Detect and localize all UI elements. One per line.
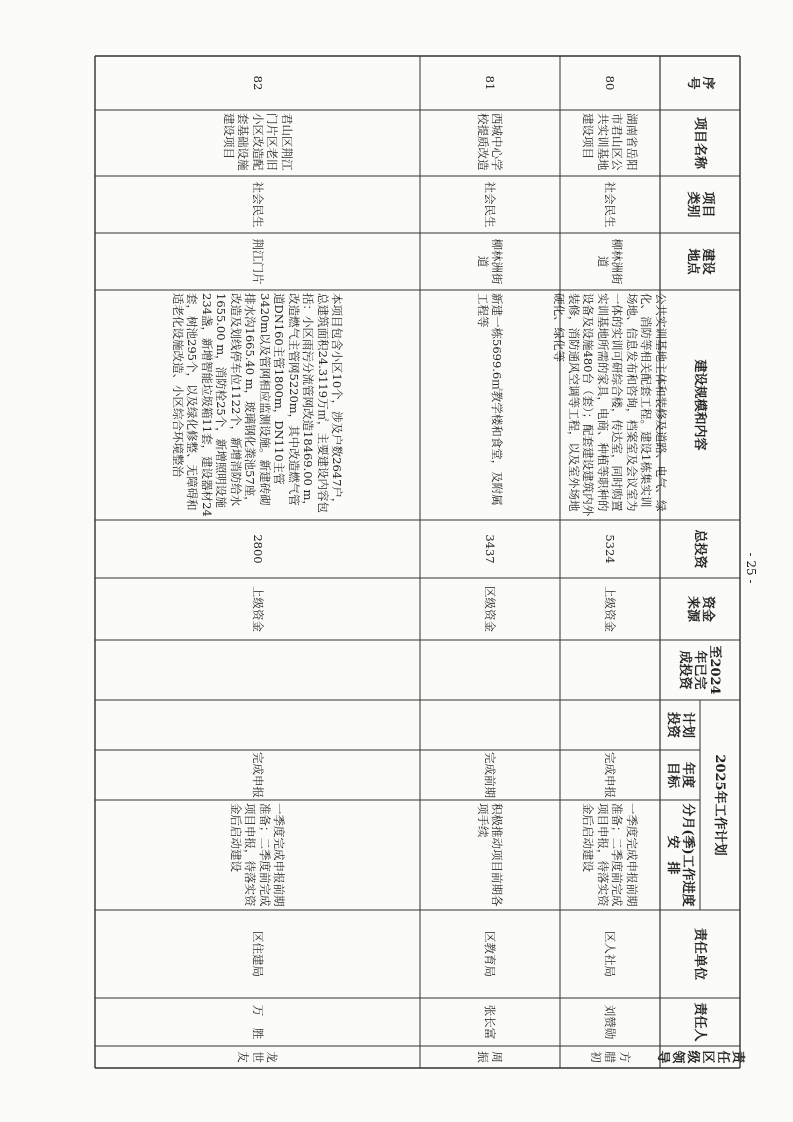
- cell-total-text: 2800: [250, 534, 265, 564]
- cell-annual_goal: [95, 750, 420, 800]
- cell-seq: [560, 56, 660, 110]
- cell-location-text: 柳林洲街道: [476, 238, 505, 285]
- cell-plan_invest: [420, 700, 560, 750]
- header-location: [660, 233, 740, 290]
- cell-name-text: 君山区荆江门片区老旧小区改造配套基础设施建设项目: [221, 113, 294, 171]
- cell-monthly-text: 一季度完成申报前期准备；二季度前完成项目申报，待落实资金后启动建设: [229, 803, 287, 907]
- header-completed-text: 至2024 年已完 成投资: [677, 645, 723, 695]
- cell-scale: [552, 290, 668, 520]
- cell-plan_invest: [560, 700, 660, 750]
- cell-scale-text: 公共实训基地主体和装修及道路、电气、绿化、消防等相关配套工程。建设1栋集实训场地、信息发布和咨询，档案室及会议室为一体的实训可研综合楼，传达室，同时购置实训基地所需的家具，电商、种植等职种的设备及设施480台（套）；配套建设建筑内外装修，消防通风空调等工程，以及室外场地硬化、绿化等: [552, 293, 668, 517]
- cell-category-text: 社会民生: [250, 181, 265, 228]
- page-number: - 25 -: [744, 552, 758, 584]
- cell-scale: [420, 290, 560, 520]
- cell-unit: [95, 910, 420, 998]
- cell-category-text: 社会民生: [483, 181, 498, 228]
- header-monthly: [660, 800, 700, 910]
- cell-leader-text: 龙世友: [236, 1051, 280, 1063]
- cell-seq: [420, 56, 560, 110]
- cell-location-text: 荆江门片: [250, 238, 265, 285]
- cell-person-text: 万 胜: [250, 1004, 265, 1040]
- cell-scale-text: 本项目包含小区10个，涉及户数2647户，总建筑面积24.3119万㎡，主要建设内容包括：小区雨污分流管网改造18469.00 m，改造燃气主管网5220m，其中改造燃气管道DN160主管1800m，DN110主管3420m以及管网相应监测设施。新建砖砌排水沟1665.40 m，玻璃钢化粪池57座，改造及划线停车位1122个，新增消防给水1655.00 m，消防栓25个，新增照明设施234盏，新增智能垃圾箱11套，建设器材24套，树池295个，以及绿化修整、无障碍和适老化设施改造、小区综合环境整治: [171, 293, 345, 517]
- cell-total: [420, 520, 560, 578]
- header-leader-text: 责任 区级 领导: [655, 1050, 745, 1064]
- cell-seq-text: 80: [603, 75, 618, 91]
- cell-funding-text: 区级资金: [483, 586, 498, 632]
- cell-funding: [560, 578, 660, 640]
- cell-completed: [560, 640, 660, 700]
- cell-person: [420, 998, 560, 1046]
- header-annual_goal: [660, 750, 700, 800]
- header-plan-group-text: 2025年工作计划: [712, 754, 728, 856]
- cell-person: [560, 998, 660, 1046]
- header-plan-group: [700, 700, 740, 910]
- cell-location-text: 柳林洲街道: [596, 238, 625, 285]
- cell-name: [420, 110, 560, 176]
- cell-name: [95, 110, 420, 176]
- cell-category: [420, 176, 560, 233]
- cell-monthly: [95, 800, 420, 910]
- cell-unit: [420, 910, 560, 998]
- cell-annual_goal-text: 完成前期: [483, 752, 498, 798]
- cell-annual_goal: [560, 750, 660, 800]
- header-unit: [660, 910, 740, 998]
- cell-annual_goal: [420, 750, 560, 800]
- cell-annual_goal-text: 完成申报: [603, 752, 618, 798]
- header-seq: [660, 56, 740, 110]
- cell-monthly: [420, 800, 560, 910]
- cell-completed: [420, 640, 560, 700]
- cell-monthly-text: 积极推动项目前期各项手续: [476, 803, 505, 907]
- cell-annual_goal-text: 完成申报: [250, 752, 265, 798]
- cell-location: [95, 233, 420, 290]
- cell-scale: [95, 290, 420, 520]
- header-monthly-text: 分月(季)工作进度 安 排: [665, 803, 695, 907]
- cell-name: [560, 110, 660, 176]
- header-total: [660, 520, 740, 578]
- cell-location: [420, 233, 560, 290]
- header-category: [660, 176, 740, 233]
- cell-funding-text: 上级资金: [603, 586, 618, 632]
- cell-unit-text: 区住建局: [250, 931, 265, 977]
- cell-person: [95, 998, 420, 1046]
- cell-category: [95, 176, 420, 233]
- cell-seq-text: 82: [250, 75, 265, 91]
- cell-funding: [420, 578, 560, 640]
- cell-monthly-text: 一季度完成申报前期准备；二季度前完成项目申报，待落实资金后启动建设: [581, 803, 639, 907]
- cell-total-text: 5324: [603, 534, 618, 564]
- cell-person-text: 刘赞勋: [603, 1004, 618, 1040]
- cell-leader: [560, 1046, 660, 1068]
- cell-leader: [95, 1046, 420, 1068]
- header-annual_goal-text: 年度 目标: [665, 761, 695, 788]
- header-unit-text: 责任单位: [692, 927, 708, 980]
- cell-person-text: 张长富: [483, 1004, 498, 1040]
- cell-unit-text: 区人社局: [603, 931, 618, 977]
- header-name-text: 项目名称: [692, 116, 708, 169]
- header-scale: [660, 290, 740, 520]
- cell-monthly: [560, 800, 660, 910]
- header-scale-text: 建设规模和内容: [692, 359, 708, 451]
- cell-total-text: 3437: [483, 534, 498, 564]
- cell-plan_invest: [95, 700, 420, 750]
- header-funding-text: 资金 来源: [685, 595, 715, 622]
- header-plan_invest-text: 计划 投资: [665, 711, 695, 738]
- cell-leader-text: 方腊初: [588, 1051, 632, 1063]
- cell-location: [560, 233, 660, 290]
- cell-scale-text: 新建一栋5699.6㎡教学楼和食堂，及附属工程等: [476, 293, 505, 506]
- header-name: [660, 110, 740, 176]
- header-category-text: 项目 类别: [685, 191, 715, 218]
- header-seq-text: 序 号: [685, 76, 715, 90]
- header-leader: [655, 1046, 745, 1068]
- header-completed: [660, 640, 740, 700]
- header-person-text: 责任人: [692, 1002, 708, 1042]
- cell-unit-text: 区教育局: [483, 931, 498, 977]
- cell-funding-text: 上级资金: [250, 586, 265, 632]
- cell-category-text: 社会民生: [603, 181, 618, 228]
- cell-completed: [95, 640, 420, 700]
- cell-name-text: 湖南省岳阳市君山区公共实训基地建设项目: [581, 113, 639, 171]
- cell-seq-text: 81: [483, 75, 498, 91]
- cell-leader-text: 周 振: [476, 1051, 505, 1075]
- cell-name-text: 西城中心学校提质改造: [476, 113, 505, 171]
- cell-seq: [95, 56, 420, 110]
- cell-total: [95, 520, 420, 578]
- cell-funding: [95, 578, 420, 640]
- header-funding: [660, 578, 740, 640]
- cell-total: [560, 520, 660, 578]
- header-person: [660, 998, 740, 1046]
- header-total-text: 总投资: [692, 529, 708, 569]
- header-plan_invest: [660, 700, 700, 750]
- header-location-text: 建设 地点: [685, 248, 715, 275]
- cell-category: [560, 176, 660, 233]
- cell-leader: [420, 1046, 560, 1075]
- cell-unit: [560, 910, 660, 998]
